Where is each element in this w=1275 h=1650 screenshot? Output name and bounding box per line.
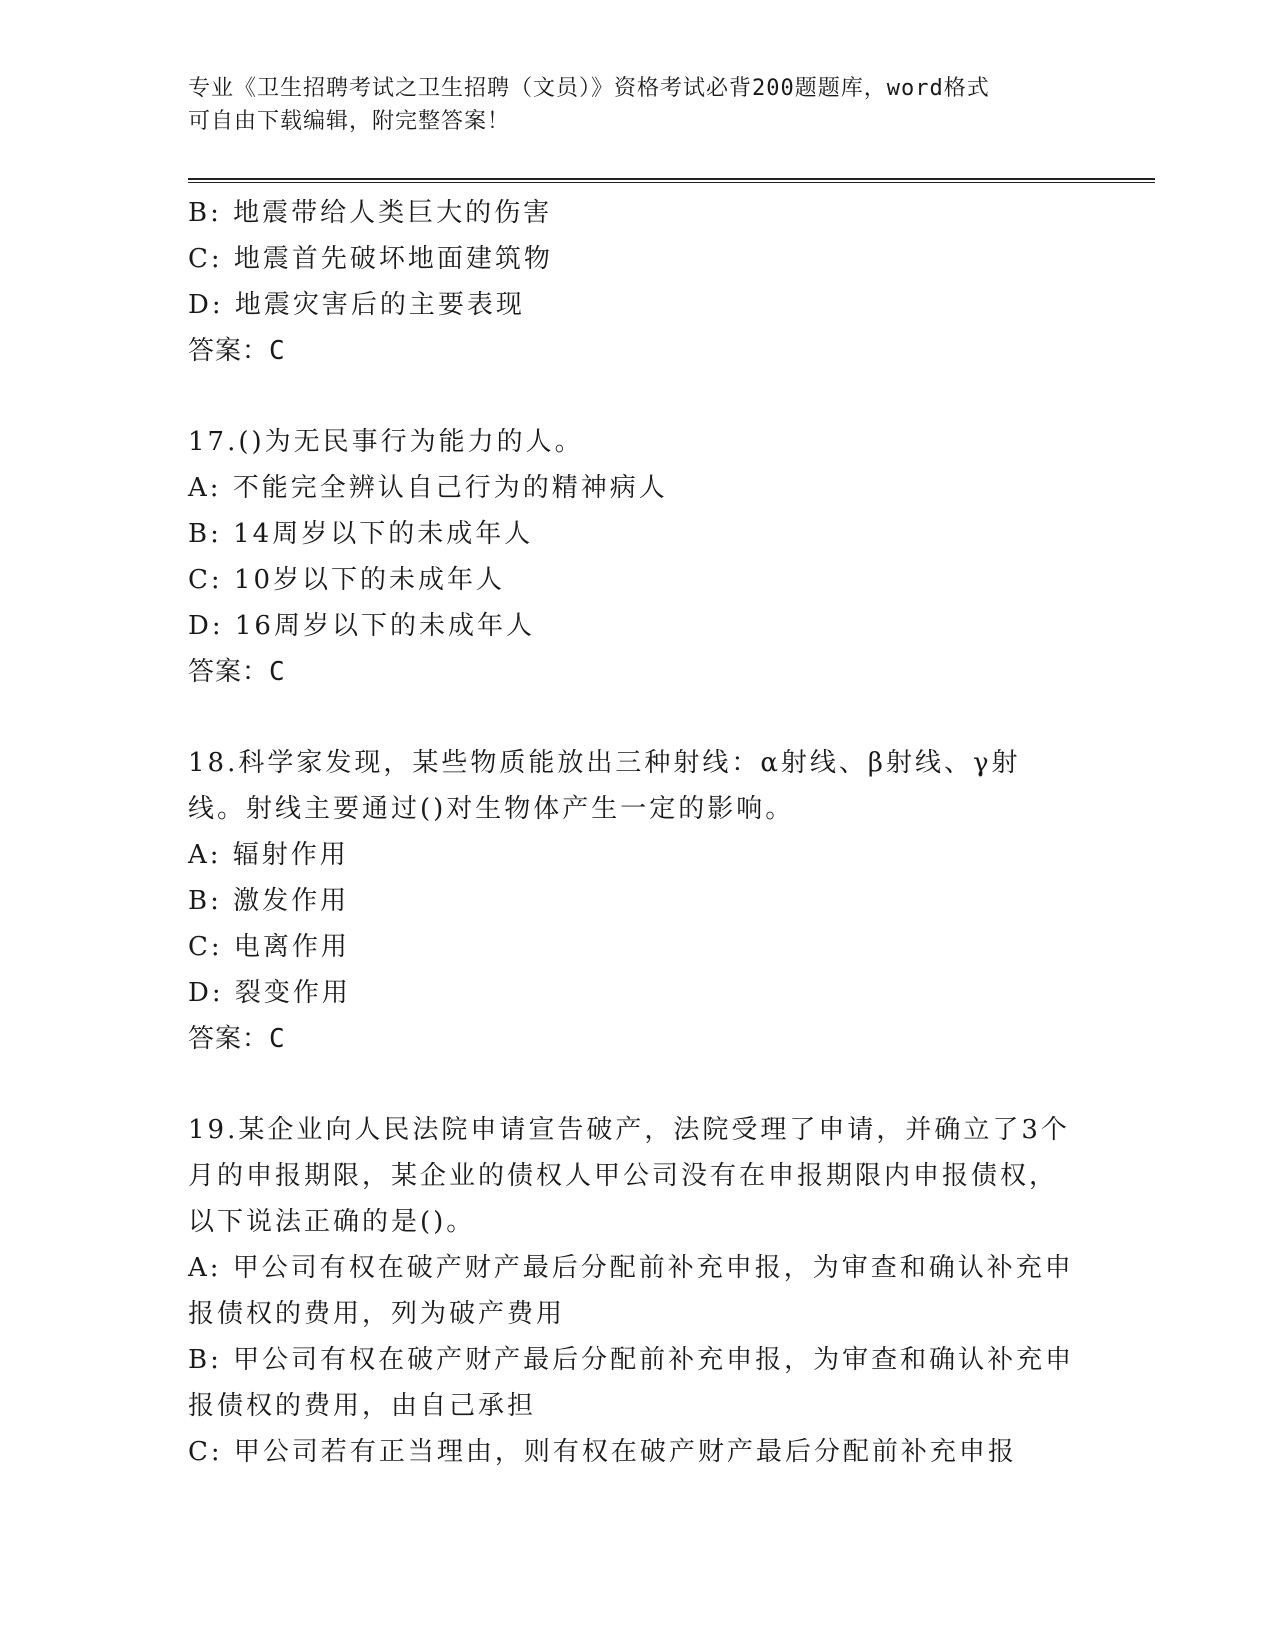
answer-line: 答案：C [188,336,286,366]
header-line-2: 可自由下载编辑，附完整答案！ [188,109,511,134]
option-d: D: 裂变作用 [188,978,351,1008]
question-17 [188,419,1088,695]
option-c: C: 甲公司若有正当理由，则有权在破产财产最后分配前补充申报 [188,1437,1017,1467]
option-a-cont: 报债权的费用，列为破产费用 [188,1299,566,1329]
question-content [188,190,1088,1475]
spacer [188,1062,1088,1107]
option-d: D: 16周岁以下的未成年人 [188,611,535,641]
question-16-continued [188,190,1088,374]
option-d: D: 地震灾害后的主要表现 [188,290,525,320]
option-a: A: 甲公司有权在破产财产最后分配前补充申报，为审查和确认补充申 [188,1253,1074,1283]
question-stem-cont: 以下说法正确的是()。 [188,1207,476,1237]
question-19 [188,1107,1088,1475]
header-divider [188,178,1155,183]
option-a: A: 辐射作用 [188,840,349,870]
question-stem: 19.某企业向人民法院申请宣告破产，法院受理了申请，并确立了3个 [188,1115,1070,1145]
question-stem-cont: 线。射线主要通过()对生物体产生一定的影响。 [188,794,795,824]
option-c: C: 电离作用 [188,932,350,962]
page-header [188,72,1088,138]
question-stem-cont: 月的申报期限，某企业的债权人甲公司没有在申报期限内申报债权， [188,1161,1059,1191]
spacer [188,374,1088,419]
question-stem: 17.()为无民事行为能力的人。 [188,427,584,457]
option-b-cont: 报债权的费用，由自己承担 [188,1391,537,1421]
option-a: A: 不能完全辨认自己行为的精神病人 [188,473,668,503]
option-b: B: 14周岁以下的未成年人 [188,519,534,549]
option-b: B: 甲公司有权在破产财产最后分配前补充申报，为审查和确认补充申 [188,1345,1075,1375]
option-b: B: 激发作用 [188,886,350,916]
question-stem: 18.科学家发现，某些物质能放出三种射线：α射线、β射线、γ射 [188,748,1021,778]
spacer [188,695,1088,740]
option-c: C: 地震首先破坏地面建筑物 [188,244,553,274]
question-18 [188,740,1088,1062]
header-line-1: 专业《卫生招聘考试之卫生招聘（文员）》资格考试必背200题题库，word格式 [188,76,990,101]
answer-line: 答案：C [188,1024,286,1054]
option-b: B: 地震带给人类巨大的伤害 [188,198,553,228]
option-c: C: 10岁以下的未成年人 [188,565,506,595]
answer-line: 答案：C [188,657,286,687]
